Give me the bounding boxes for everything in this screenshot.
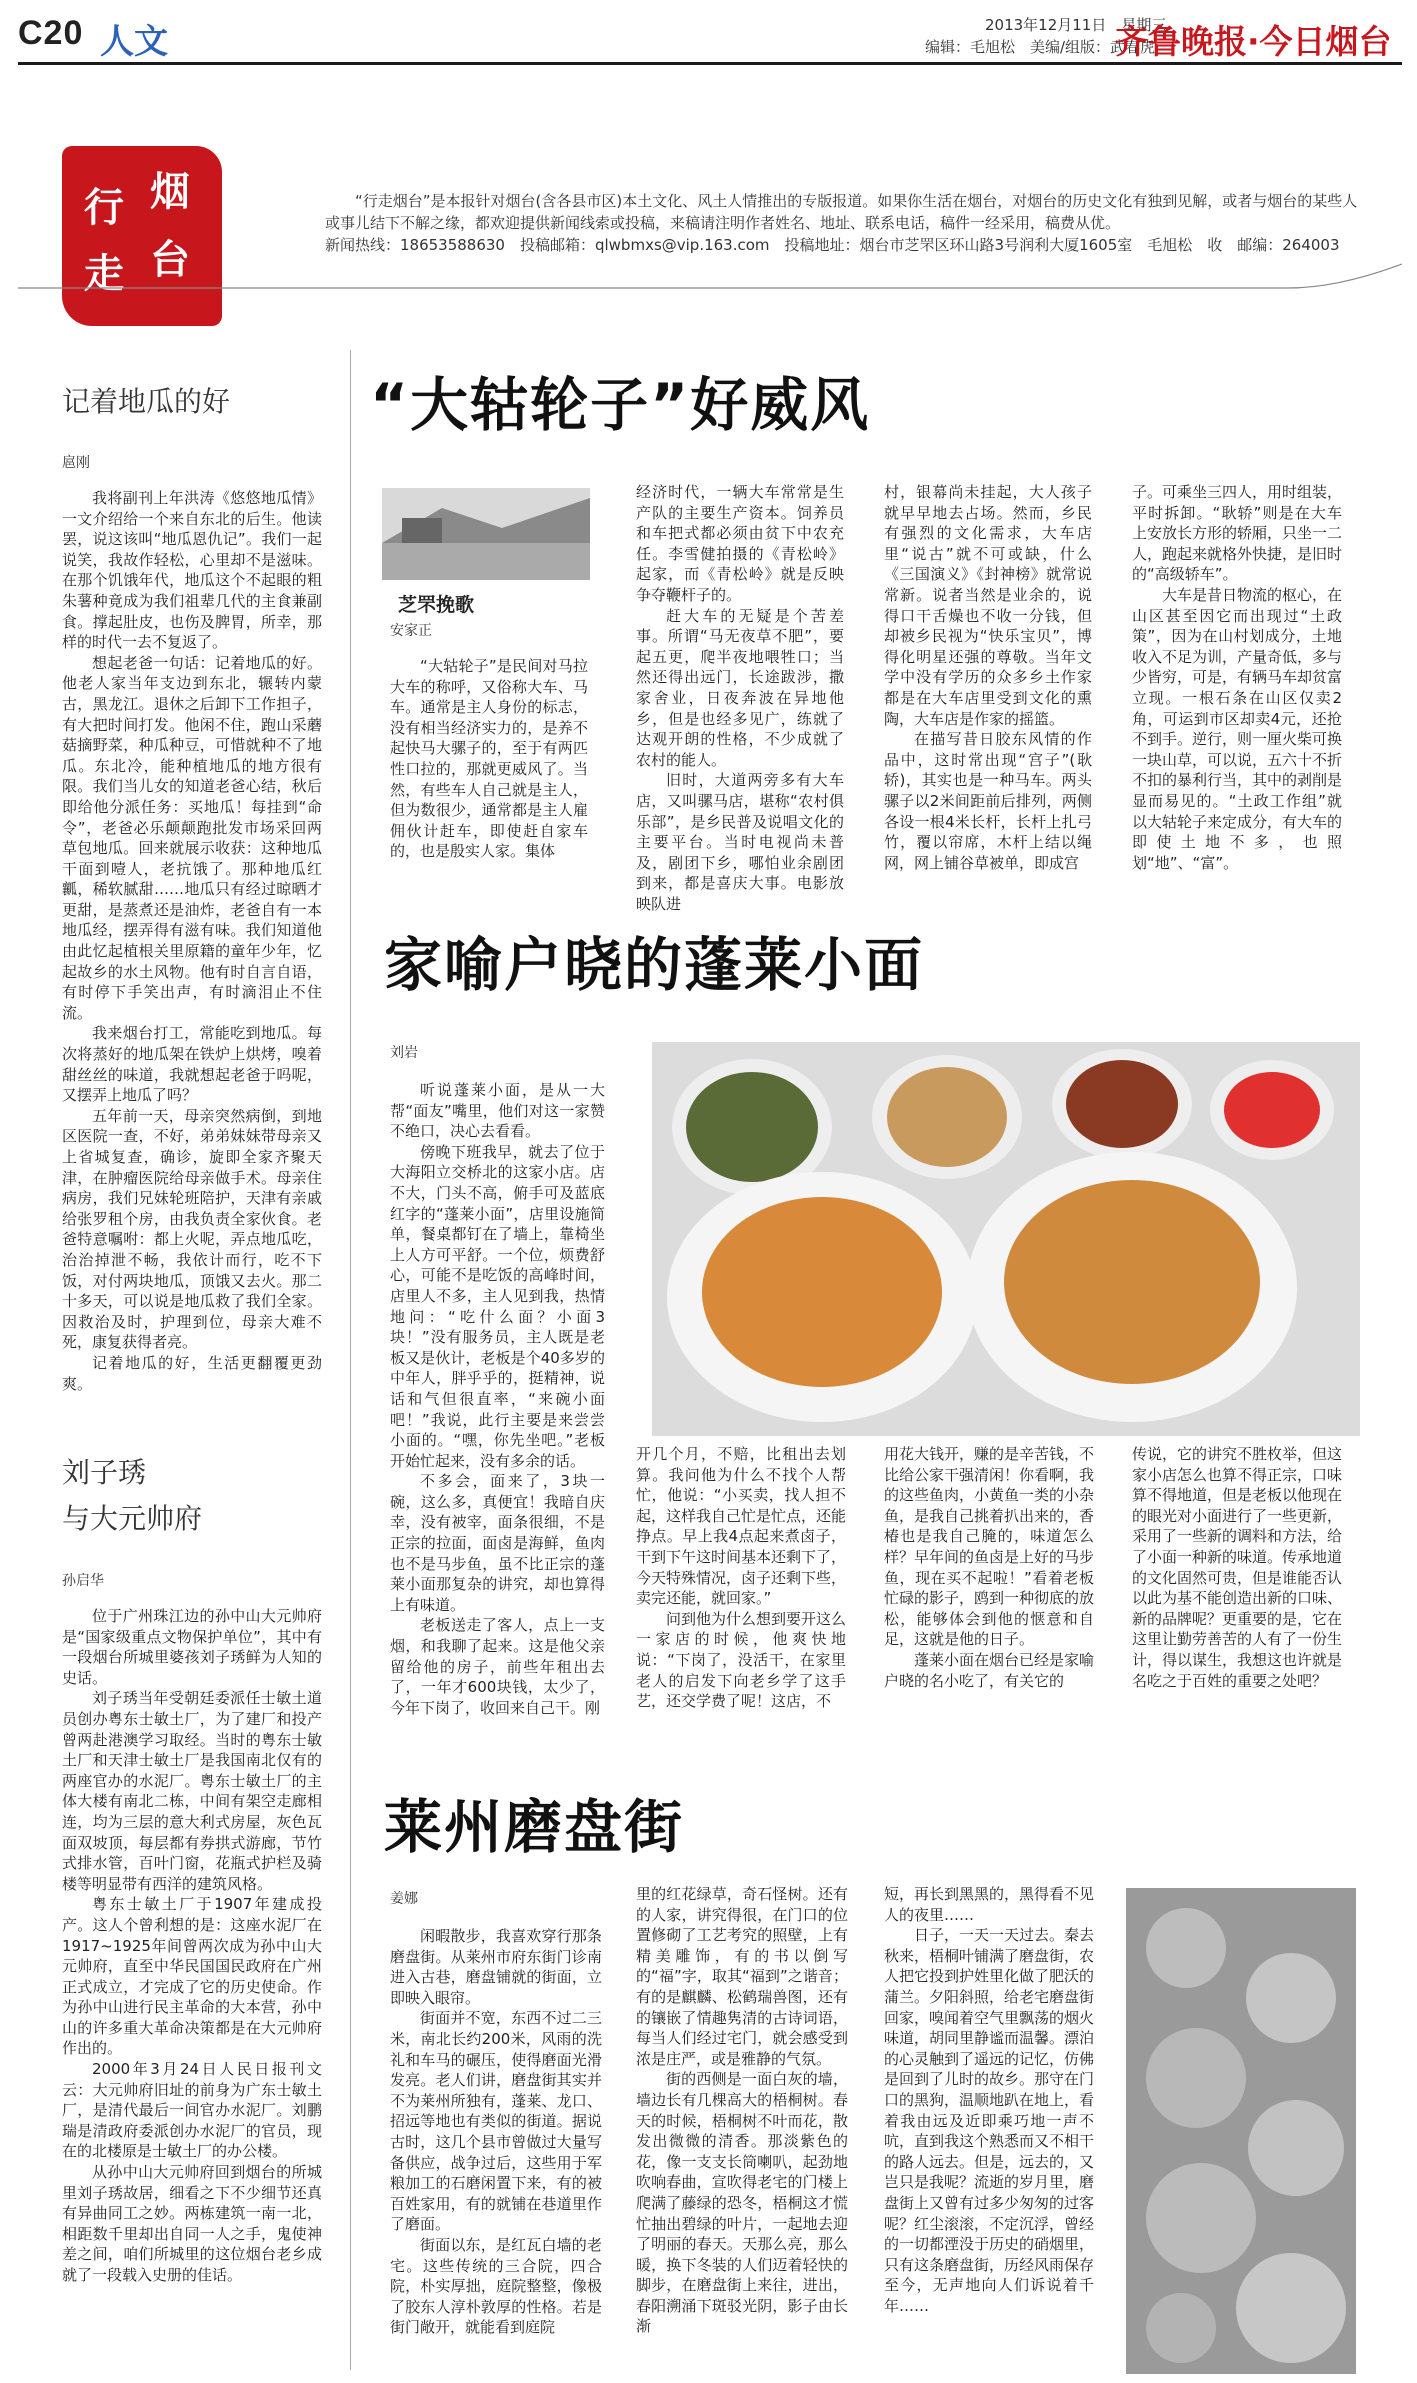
article-body <box>636 482 844 914</box>
article-body <box>636 1884 848 2337</box>
paragraph: 短，再长到黑黑的，黑得看不见人的夜里…… <box>884 1885 1095 1924</box>
paragraph: 旧时，大道两旁多有大车店，又叫骡马店，堪称“农村俱乐部”，是乡民普及说唱文化的主要平台。当时电视尚未普及，剧团下乡，哪怕业余剧团到来，都是喜庆大事。电影放映队进 <box>636 771 844 913</box>
old-street-photo <box>382 488 590 580</box>
logo-char: 台 <box>150 236 190 283</box>
paragraph: 从孙中山大元帅府回到烟台的所城里刘子琇故居，细看之下不少细节还真有异曲同工之妙。两栋建筑一南一北，相距数千里却出自同一人之手，鬼使神差之间，咱们所城里的这位烟台老乡成就了一段载入史册的佳话。 <box>62 2163 322 2284</box>
paragraph: 日子，一天一天过去。秦去秋来，梧桐叶铺满了磨盘街，农人把它投到护姓里化做了肥沃的蒲兰。夕阳斜照，给老宅磨盘街回家，嗅闻着空气里飘荡的烟火味道，胡同里静谧而温馨。漂泊的心灵触到了遥远的记忆，仿佛是回到了儿时的故乡。那守在门口的黑狗，温顺地趴在地上，看着我由远及近即乘巧地一声不吭，直到我这个熟悉而又不相干的路人远去。但是，远去的，又岂只是我呢？流逝的岁月里，磨盘街上又曾有过多少匆匆的过客呢？红尘滚滚，不定沉浮，曾经的一切都湮没于历史的硝烟里，只有这条磨盘街，历经风雨保存至今，无声地向人们诉说着千年…… <box>884 1926 1095 2315</box>
title-line: 刘子琇 <box>62 1456 147 1489</box>
paragraph: 街面以东，是红瓦白墙的老宅。这些传统的三合院，四合院，朴实厚拙，庭院整整，像极了胶东人淳朴敦厚的性格。若是街门敞开，就能看到庭院 <box>390 2235 602 2337</box>
paragraph: 听说蓬莱小面，是从一大帮“面友”嘴里，他们对这一家赞不绝口，决心去看看。 <box>390 1081 605 1141</box>
paragraph: 赶大车的无疑是个苦差事。所谓“马无夜草不肥”，要起五更，爬半夜地喂牲口；当然还得出远门，长途跋涉，撒家舍业，日夜奔波在异地他乡，但是也经多见广，练就了达观开朗的性格，不少成就了农村的能人。 <box>636 606 844 769</box>
paragraph: 经济时代，一辆大车常常是生产队的主要生产资本。饲养员和车把式都必须由贫下中农充任。李雪健拍摄的《青松岭》起家，而《青松岭》就是反映争夺鞭杆子的。 <box>636 483 844 604</box>
header-rule <box>18 62 1402 65</box>
article-body <box>62 1606 322 2286</box>
paragraph: 用花大钱开，赚的是辛苦钱，不比给公家干强清闲！你看啊，我的这些鱼肉，小黄鱼一类的小杂鱼，是我自己挑着扒出来的，香椿也是我自己腌的，味道怎么样？早年间的鱼卤是上好的马步鱼，现在买不起啦！”看着老板忙碌的影子，鸥到一种彻底的放松，能够体会到他的惬意和自足，这就是他的日子。 <box>884 1445 1095 1649</box>
article-body <box>390 656 588 862</box>
article-author: 孙启华 <box>62 1573 104 1589</box>
paragraph: 街的西侧是一面白灰的墙，墙边长有几棵高大的梧桐树。春天的时候，梧桐树不叶而花，散发出微微的清香。那淡紫色的花，像一支支长筒喇叭，起劲地吹响春曲，宣吹得老宅的门楼上爬满了藤绿的恐冬，梧桐这才慌忙抽出碧绿的叶片，一起地去迎了明丽的春天。天那么亮，那么暖，换下冬装的人们迈着轻快的脚步，在磨盘街上来往，进出，春阳溯涌下斑驳光阴，影子由长渐 <box>636 2070 848 2336</box>
article-body <box>884 1444 1094 1691</box>
article-body <box>884 1884 1094 2316</box>
article-headline: “大轱轮子”好威风 <box>370 371 871 439</box>
paragraph: 蓬莱小面在烟台已经是家喻户晓的名小吃了，有关它的 <box>884 1650 1095 1690</box>
article-body <box>1132 1444 1342 1691</box>
column-intro: “行走烟台”是本报针对烟台(含各县市区)本土文化、风土人情推出的专版报道。如果你生活在烟台，对烟台的历史文化有独到见解，或者与烟台的某些人或事儿结下不解之缘，都欢迎提供新闻线索或投稿，来稿请注明作者姓名、地址、联系电话，稿件一经采用，稿费从优。 <box>325 192 1358 232</box>
paragraph: 传说，它的讲究不胜枚举，但这家小店怎么也算不得正宗，口味算不得地道，但是老板以他现在的眼光对小面进行了一些更新，采用了一些新的调料和方法，给了小面一种新的味道。传承地道的文化固然可贵，但是谁能否认以此为基不能创造出新的口味、新的品牌呢？更重要的是，它在这里让勤劳善苦的人有了一份生计，得以谋生，我想这也许就是名吃之于百姓的重要之处吧？ <box>1132 1445 1343 1690</box>
paragraph: 位于广州珠江边的孙中山大元帅府是“国家级重点文物保护单位”，其中有一段烟台所城里婆孩刘子琇鲜为人知的史话。 <box>62 1607 322 1687</box>
paragraph: 闲暇散步，我喜欢穿行那条磨盘街。从莱州市府东街门诊南进入古巷，磨盘铺就的街面，立即映入眼帘。 <box>390 1927 602 2007</box>
article-title <box>62 1450 202 1542</box>
paragraph: 五年前一天，母亲突然病倒，到地区医院一查，不好，弟弟妹妹带母亲又上省城复查，确诊，旋即全家齐聚天津，在肿瘤医院给母亲做手术。母亲住病房，我们兄妹轮班陪护，天津有亲戚给张罗租个房，由我负责全家伙食。老爸特意嘱咐：都上火呢，弄点地瓜吃，治治掉泄不畅，我依计而行，吃不下饭，对付两块地瓜，顶饿又去火。那二十多天，可以说是地瓜救了我们全家。因救治及时，护理到位，母亲大难不死，康复获得者亮。 <box>62 1106 322 1352</box>
section-title: 人文 <box>100 22 168 62</box>
banner-wave <box>18 262 1402 302</box>
paragraph: “大轱轮子”是民间对马拉大车的称呼，又俗称大车、马车。通常是主人身份的标志，没有相当经济实力的，是养不起快马大骡子的，至于有两匹性口拉的，那就更威风了。当然，有些车人自己就是主人，但为数很少，通常都是主人雇佣伙计赶车，即使赶自家车的，也是殷实人家。集体 <box>390 657 588 861</box>
paragraph: 问到他为什么想到要开这么一家店的时候，他爽快地说：“下岗了，没活干，在家里老人的启发下向老乡学了这手艺，还交学费了呢！这店，不 <box>636 1609 847 1711</box>
title-line: 与大元帅府 <box>62 1502 203 1535</box>
paragraph: 记着地瓜的好，生活更翻覆更劲爽。 <box>62 1353 322 1393</box>
article-title: 记着地瓜的好 <box>62 385 231 418</box>
article-author: 姜娜 <box>390 1891 418 1907</box>
paragraph: 我来烟台打工，常能吃到地瓜。每次将蒸好的地瓜架在铁炉上烘烤，嗅着甜丝丝的味道，我就想起老爸于吗呢，又摆弄上地瓜了吗？ <box>62 1024 322 1105</box>
column-rule <box>350 350 351 2370</box>
paragraph: 里的红花绿草，奇石怪树。还有的人家，讲究得很，在门口的位置修砌了工艺考究的照壁，上有精美雕饰，有的书以倒写的“福”字，取其“福到”之谐音；有的是麒麟、松鹤瑞兽图，还有的镶嵌了情趣隽清的古诗词语，每当人们经过宅门，就会感受到浓是庄严，或是雅静的气氛。 <box>636 1885 848 2068</box>
paragraph: 刘子琇当年受朝廷委派任士敏土道员创办粤东士敏土厂，为了建厂和投产曾两赴港澳学习取经。当时的粤东士敏土厂和天津士敏土厂是我国南北仅有的两座官办的水泥厂。粤东士敏土厂的主体大楼有南北二栋，中间有架空走廊相连，均为三层的意大利式房屋，灰色瓦面双坡顶，每层都有券拱式游廊，节竹式排水管，百叶门窗，花瓶式护栏及骑楼等明显带有西洋的建筑风格。 <box>62 1689 322 1893</box>
article-headline: 莱州磨盘街 <box>384 1793 685 1861</box>
paragraph: 想起老爸一句话：记着地瓜的好。他老人家当年支边到东北，辗转内蒙古，黑龙江。退休之后卸下工作担子，有大把时间打发。他闲不住，跑山采蘑菇摘野菜，种瓜种豆，可惜就种不了地瓜。东北冷，能种植地瓜的地方很有限。我们当儿女的知道老爸心结，秋后即给他分派任务：买地瓜！每挂到“命令”，老爸必乐颠颠跑批发市场采回两草包地瓜。回来就展示收获：这种地瓜干面到噎人，老抗饿了。那种地瓜红瓤，稀软腻甜……地瓜只有经过晾晒才更甜，是蒸煮还是油炸，老爸自有一本地瓜经，摆弄得有滋有味。我们知道他由此忆起植根关里原籍的童年少年，忆起故乡的水土风物。他有时自言自语，有时停下手笑出声，有时滴泪止不住流。 <box>62 653 322 1022</box>
paragraph: 子。可乘坐三四人，用时组装，平时拆卸。“耿轿”则是在大车上安放长方形的轿厢，只坐一二人，跑起来就格外快捷，是旧时的“高级轿车”。 <box>1132 483 1343 584</box>
article-body <box>390 1926 602 2338</box>
article-body <box>1132 482 1342 873</box>
logo-char: 走 <box>84 250 124 297</box>
paragraph: 2000年3月24日人民日报刊文云：大元帅府旧址的前身为广东士敏土厂，是清代最后一间官办水泥厂。刘鹏瑞是清政府委派创办水泥厂的官员，现在的北楼原是士敏土厂的办公楼。 <box>62 2060 322 2161</box>
editors: 编辑：毛旭松 美编/组版：武春虎 <box>925 38 1156 56</box>
paragraph: 开几个月，不赔，比租出去划算。我问他为什么不找个人帮忙，他说：“小买卖，找人担不起，这样我自己忙是忙点，还能挣点。早上我4点起来煮卤子，干到下午这时间基本还剩下了，今天特殊情况，卤子还剩下些，卖完还能，就回家。” <box>636 1445 847 1608</box>
paragraph: 粤东士敏土厂于1907年建成投产。这人个曾利想的是：这座水泥厂在1917~1925年间曾两次成为孙中山大元帅府，直至中华民国国民政府在广州正式成立，才完成了它的历史使命。作为孙中山进行民主革命的大本营，孙中山的许多重大革命决策都是在大元帅府作出的。 <box>62 1895 322 2058</box>
article-author: 刘岩 <box>390 1045 418 1061</box>
issue-date: 2013年12月11日 星期三 <box>985 16 1167 34</box>
paragraph: 老板送走了客人，点上一支烟，和我聊了起来。这是他父亲留给他的房子，前些年租出去了，一年才600块钱，太少了，今年下岗了，收回来自己干。刚 <box>390 1616 605 1717</box>
paragraph: 傍晚下班我早，就去了位于大海阳立交桥北的这家小店。店不大，门头不高，俯手可及蓝底红字的“蓬莱小面”，店里设施简单，餐桌都钉在了墙上，靠椅坐上人方可平舒。一个位，烦费舒心，可能不是吃饭的高峰时间，店里人不多，主人见到我，热情地问：“吃什么面？小面3块！”没有服务员，主人既是老板又是伙计，老板是个40多岁的中年人，胖乎乎的，挺精神，说话和气但很直率，“来碗小面吧！”我说，此行主要是来尝尝小面的。“嘿，你先坐吧。”老板开始忙起来，没有多余的话。 <box>390 1142 605 1470</box>
article-author: 扈刚 <box>62 455 90 471</box>
article-body <box>884 482 1092 873</box>
logo-char: 行 <box>84 184 124 231</box>
column-subtitle: 芝罘挽歌 <box>398 594 475 616</box>
millstone-street-photo <box>1126 1888 1356 2374</box>
article-author: 安家正 <box>390 623 432 639</box>
paragraph: 街面并不宽，东西不过二三米，南北长约200米，风雨的洗礼和车马的碾压，使得磨面光滑发亮。老人们讲，磨盘街其实并不为莱州所独有，蓬莱、龙口、招远等地也有类似的街道。据说古时，这几个县市曾做过大量写备供应，战争过后，这些用于军粮加工的石磨闲置下来，有的被百姓家用，有的就铺在巷道里作了磨面。 <box>390 2009 602 2234</box>
paragraph: 不多会，面来了，3块一碗，这么多，真便宜！我暗自庆幸，没有被宰，面条很细，不是正宗的拉面，面卤是海鲜，鱼肉也不是马步鱼，虽不比正宗的蓬莱小面那复杂的讲究，却也算得上有味道。 <box>390 1472 605 1614</box>
article-body <box>62 488 322 1394</box>
paragraph: 在描写昔日胶东风情的作品中，这时常出现“宫子”(耿轿)，其实也是一种马车。两头骡子以2米间距前后排列，两侧各设一根4米长杆，长杆上扎弓竹，覆以帘席，木杆上结以绳网，网上铺谷草被单，即成宫 <box>884 730 1092 872</box>
article-body <box>390 1080 605 1718</box>
article-headline: 家喻户晓的蓬莱小面 <box>384 931 925 999</box>
column-contact: 新闻热线：18653588630 投稿邮箱：qlwbmxs@vip.163.com 投稿地址：烟台市芝罘区环山路3号润利大厦1605室 毛旭松 收 邮编：264003 <box>325 236 1340 254</box>
paragraph: 大车是昔日物流的枢心，在山区甚至因它而出现过“土政策”，因为在山村划成分，土地收入不足为训，产量奇低，多与少皆穷，可是，有辆马车却贫富立现。一根石条在山区仅卖2角，可运到市区却卖4元，还抢不到手。逆行，则一厘火柴可换一块山草，可以说，五六十不折不扣的暴利行当，其中的剥削是显而易见的。“土政工作组”就以大轱轮子来定成分，有大车的即使土地不多，也照划“地”、“富”。 <box>1132 585 1343 872</box>
paragraph: 村，银幕尚未挂起，大人孩子就早早地去占场。然而，乡民有强烈的文化需求，大车店里“说古”就不可或缺，什么《三国演义》《封神榜》就常说常新。说者当然是业余的，说得口干舌燥也不收一分钱，但却被乡民视为“快乐宝贝”，博得化明星还强的尊敬。当年文学中没有学历的众多乡土作家都是在大车店里受到文化的熏陶，大车店是作家的摇篮。 <box>884 483 1092 728</box>
newspaper-brand: 齐鲁晚报·今日烟台 <box>1115 22 1392 61</box>
logo-char: 烟 <box>150 168 190 215</box>
page-number: C20 <box>18 14 84 52</box>
article-body <box>636 1444 846 1712</box>
paragraph: 我将副刊上年洪涛《悠悠地瓜情》一文介绍给一个来自东北的后生。他读罢，说这该叫“地瓜恩仇记”。我们一起说笑，我故作轻松，心里却不是滋味。在那个饥饿年代，地瓜这个不起眼的粗朱薯种竟成为我们祖辈几代的主食兼副食。撑起肚皮，也伤及脾胃，所幸，那样的时代一去不复返了。 <box>62 489 322 652</box>
penglai-noodles-photo <box>652 1042 1360 1436</box>
